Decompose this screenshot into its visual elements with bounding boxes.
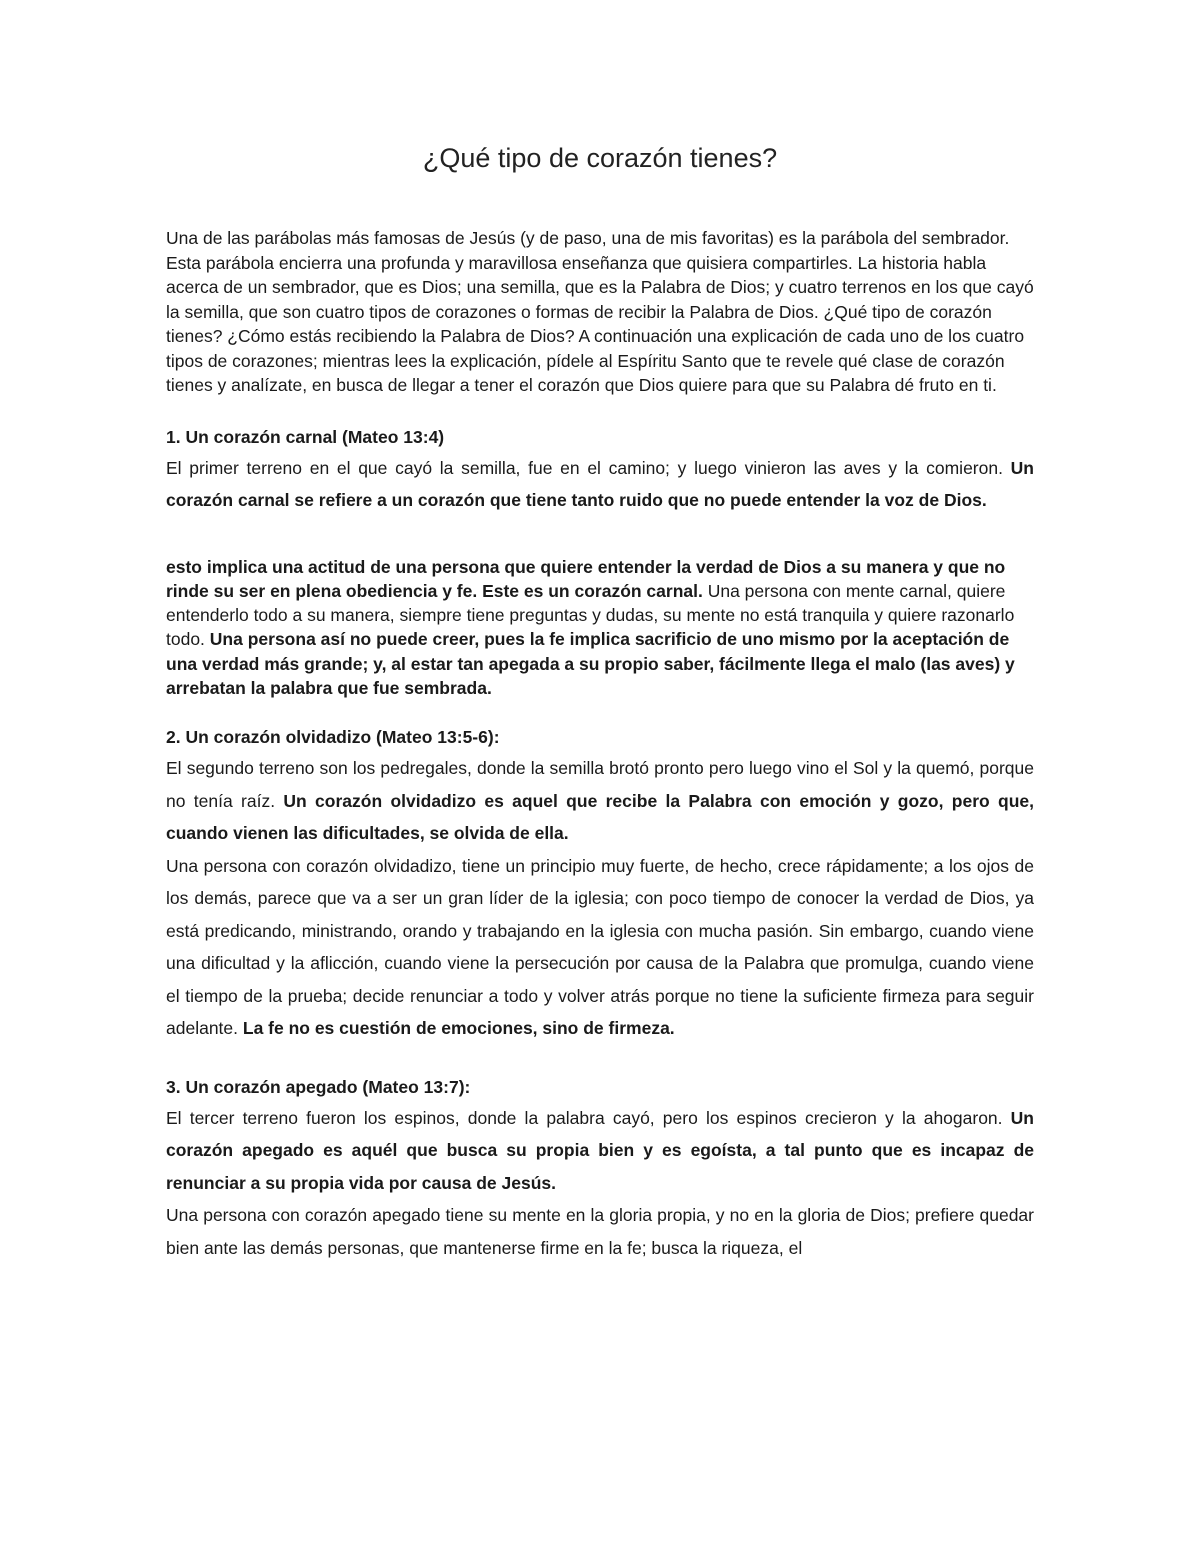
section-1-p1-text: El primer terreno en el que cayó la semilla, fue en el camino; y luego vinieron las aves y la comieron. (166, 457, 1011, 478)
section-2-p1-emphasis: Un corazón olvidadizo es aquel que recibe la Palabra con emoción y gozo, pero que, cuando vienen las dificultades, se olvida de ella. (166, 790, 1034, 844)
document-title: ¿Qué tipo de corazón tienes? (422, 143, 778, 173)
section-3-paragraph-1 (166, 1102, 1034, 1200)
section-1-p2-text: Una persona con mente carnal, quiere entenderlo todo a su manera, siempre tiene preguntas y dudas, su mente no está tranquila y quiere razonarlo todo. (166, 580, 1015, 650)
section-2-p2-emphasis: La fe no es cuestión de emociones, sino de firmeza. (242, 1018, 675, 1039)
section-1-heading: 1. Un corazón carnal (Mateo 13:4) (166, 426, 445, 447)
section-2-heading: 2. Un corazón olvidadizo (Mateo 13:5-6): (166, 727, 500, 748)
section-1-paragraph-2 (166, 555, 1034, 701)
section-3-heading: 3. Un corazón apegado (Mateo 13:7): (166, 1076, 471, 1097)
section-3-paragraph-2: Una persona con corazón apegado tiene su mente en la gloria propia, y no en la gloria de Dios; prefiere quedar bien ante las demás personas, que mantenerse firme en la fe; busca la riqueza, el (166, 1205, 1034, 1258)
section-3-p1-emphasis: Un corazón apegado es aquél que busca su propia bien y es egoísta, a tal punto que es incapaz de renunciar a su propia vida por causa de Jesús. (166, 1107, 1034, 1193)
section-2-paragraph-2 (166, 850, 1034, 1045)
document-body (166, 226, 1034, 1264)
section-2-paragraph-1 (166, 752, 1034, 850)
section-2-p2-text: Una persona con corazón olvidadizo, tiene un principio muy fuerte, de hecho, crece rápidamente; a los ojos de los demás, parece que va a ser un gran líder de la iglesia; con poco tiempo de conocer la verdad de Dios, ya está predicando, ministrando, orando y trabajando en la iglesia con mucha pasión. Sin embargo, cuando viene una dificultad y la aflicción, cuando viene la persecución por causa de la Palabra que promulga, cuando viene el tiempo de la prueba; decide renunciar a todo y volver atrás porque no tiene la suficiente firmeza para seguir adelante. (166, 855, 1034, 1039)
section-1-p2-emphasis-1: esto implica una actitud de una persona que quiere entender la verdad de Dios a su manera y que no rinde su ser en plena obediencia y fe. Este es un corazón carnal. (166, 556, 1006, 601)
section-1-paragraph-1 (166, 452, 1034, 517)
section-2-p1-text: El segundo terreno son los pedregales, donde la semilla brotó pronto pero luego vino el Sol y la quemó, porque no tenía raíz. (166, 758, 1034, 811)
section-3-p1-text: El tercer terreno fueron los espinos, donde la palabra cayó, pero los espinos crecieron y la ahogaron. (166, 1107, 1011, 1128)
intro-paragraph: Una de las parábolas más famosas de Jesús (y de paso, una de mis favoritas) es la parábola del sembrador. Esta parábola encierra una profunda y maravillosa enseñanza que quisiera compartirles. La historia habla acerca de un sembrador, que es Dios; una semilla, que es la Palabra de Dios; y cuatro terrenos en los que cayó la semilla, que son cuatro tipos de corazones o formas de recibir la Palabra de Dios. ¿Qué tipo de corazón tienes? ¿Cómo estás recibiendo la Palabra de Dios? A continuación una explicación de cada uno de los cuatro tipos de corazones; mientras lees la explicación, pídele al Espíritu Santo que te revele qué clase de corazón tienes y analízate, en busca de llegar a tener el corazón que Dios quiere para que su Palabra dé fruto en ti. (166, 228, 1034, 395)
section-1-p1-emphasis: Un corazón carnal se refiere a un corazón que tiene tanto ruido que no puede entender la voz de Dios. (166, 457, 1034, 510)
section-1-p2-emphasis-2: Una persona así no puede creer, pues la fe implica sacrificio de uno mismo por la aceptación de una verdad más grande; y, al estar tan apegada a su propio saber, fácilmente llega el malo (las aves) y arrebatan la palabra que fue sembrada. (166, 629, 1015, 698)
